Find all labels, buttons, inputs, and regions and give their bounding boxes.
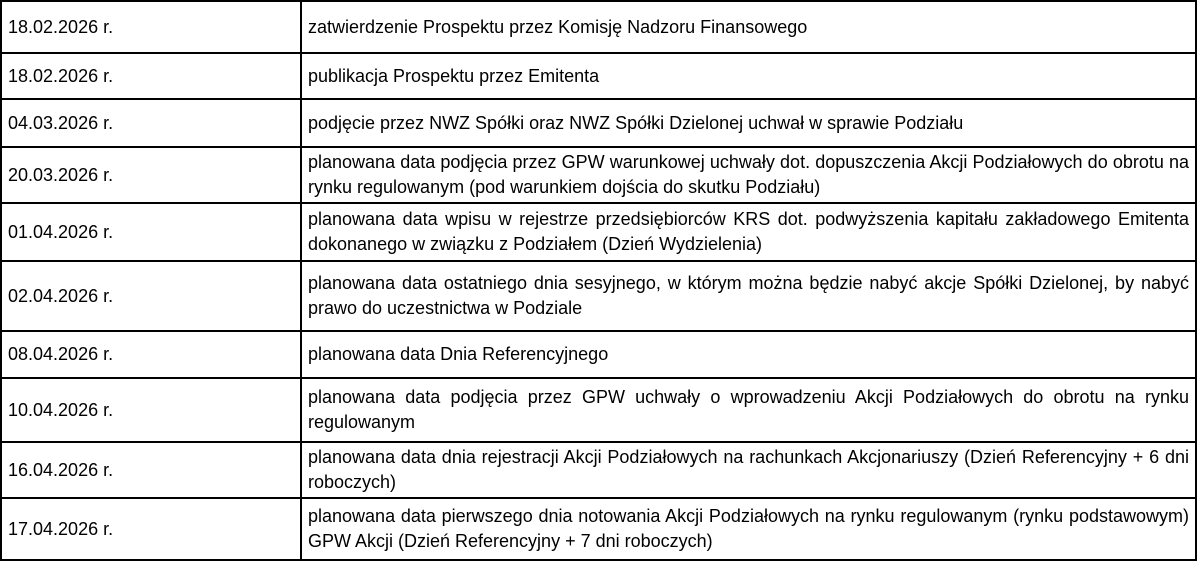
table-row bbox=[1, 378, 1196, 442]
date-cell: 04.03.2026 r. bbox=[1, 99, 301, 147]
event-cell: planowana data Dnia Referencyjnego bbox=[301, 331, 1196, 378]
event-cell: zatwierdzenie Prospektu przez Komisję Nadzoru Finansowego bbox=[301, 1, 1196, 53]
date-cell: 18.02.2026 r. bbox=[1, 53, 301, 99]
table-row bbox=[1, 53, 1196, 99]
event-cell: planowana data dnia rejestracji Akcji Podziałowych na rachunkach Akcjonariuszy (Dzień Referencyjny + 6 dni roboczych) bbox=[301, 442, 1196, 498]
table-row bbox=[1, 261, 1196, 331]
event-cell: planowana data wpisu w rejestrze przedsiębiorców KRS dot. podwyższenia kapitału zakładowego Emitenta dokonanego w związku z Podziałem (Dzień Wydzielenia) bbox=[301, 203, 1196, 261]
event-cell: planowana data pierwszego dnia notowania Akcji Podziałowych na rynku regulowanym (rynku podstawowym) GPW Akcji (Dzień Referencyjny + 7 dni roboczych) bbox=[301, 498, 1196, 560]
date-cell: 01.04.2026 r. bbox=[1, 203, 301, 261]
event-cell: planowana data podjęcia przez GPW uchwały o wprowadzeniu Akcji Podziałowych do obrotu na rynku regulowanym bbox=[301, 378, 1196, 442]
table-row bbox=[1, 203, 1196, 261]
event-cell: podjęcie przez NWZ Spółki oraz NWZ Spółki Dzielonej uchwał w sprawie Podziału bbox=[301, 99, 1196, 147]
date-cell: 16.04.2026 r. bbox=[1, 442, 301, 498]
event-cell: planowana data podjęcia przez GPW warunkowej uchwały dot. dopuszczenia Akcji Podziałowych do obrotu na rynku regulowanym (pod warunkiem dojścia do skutku Podziału) bbox=[301, 147, 1196, 203]
table-row bbox=[1, 442, 1196, 498]
table-row bbox=[1, 147, 1196, 203]
date-cell: 02.04.2026 r. bbox=[1, 261, 301, 331]
table-row bbox=[1, 331, 1196, 378]
date-cell: 08.04.2026 r. bbox=[1, 331, 301, 378]
table-row bbox=[1, 99, 1196, 147]
date-cell: 20.03.2026 r. bbox=[1, 147, 301, 203]
table-row bbox=[1, 1, 1196, 53]
date-cell: 10.04.2026 r. bbox=[1, 378, 301, 442]
event-cell: planowana data ostatniego dnia sesyjnego, w którym można będzie nabyć akcje Spółki Dzielonej, by nabyć prawo do uczestnictwa w Podziale bbox=[301, 261, 1196, 331]
date-cell: 18.02.2026 r. bbox=[1, 1, 301, 53]
table-row bbox=[1, 498, 1196, 560]
event-cell: publikacja Prospektu przez Emitenta bbox=[301, 53, 1196, 99]
date-cell: 17.04.2026 r. bbox=[1, 498, 301, 560]
